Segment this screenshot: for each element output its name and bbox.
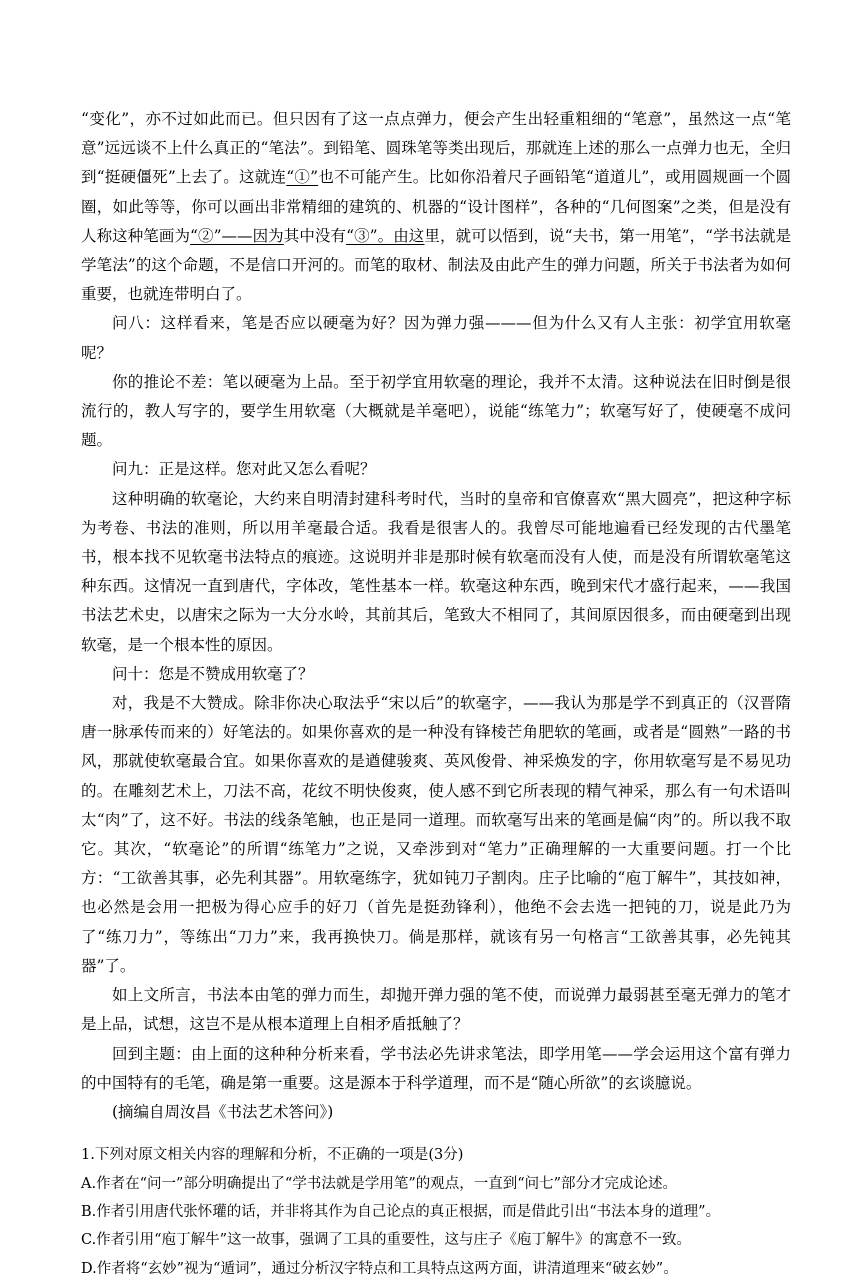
option-a: A.作者在“问一”部分明确提出了“学书法就是学用笔”的观点，一直到“问七”部分才完成论述。	[81, 1175, 678, 1192]
article-body	[81, 105, 791, 1127]
answer-8: 你的推论不差：笔以硬毫为上品。至于初学宜用软毫的理论，我并不太清。这种说法在旧时倒是很流行的，教人写字的，要学生用软毫（大概就是羊毫吧），说能“练笔力”；软毫写好了，使硬毫不成问题。	[81, 372, 791, 450]
blank-3: “③”。由这	[346, 226, 425, 245]
text-segment: 其中没有	[283, 226, 347, 245]
question-9: 问九：正是这样。您对此又怎么看呢？	[112, 460, 376, 479]
option-b: B.作者引用唐代张怀瓘的话，并非将其作为自己论点的真正根据，而是借此引出“书法本身的道理”。	[81, 1203, 721, 1220]
document-page	[81, 105, 791, 1283]
paragraph-conclusion-2: 回到主题：由上面的这种种分析来看，学书法必先讲求笔法，即学用笔——学会运用这个富有弹力的中国特有的毛笔，确是第一重要。这是源本于科学道理，而不是“随心所欲”的玄谈臆说。	[81, 1044, 791, 1092]
option-c: C.作者引用“庖丁解牛”这一故事，强调了工具的重要性，这与庄子《庖丁解牛》的寓意不一致。	[81, 1232, 692, 1249]
blank-1: “①”	[286, 168, 319, 187]
question-1-stem: 1.下列对原文相关内容的理解和分析，不正确的一项是(3分)	[81, 1147, 464, 1164]
text-segment: 也不可能产生。比如你沿着尺子画铅笔“道道儿”，或用圆规画一个圆圈，如此等等，你可以画出非常精细的建筑的、机器的“设计图样”，各种的“几何图案”之类，但是没有人称这种笔画为	[81, 168, 791, 245]
paragraph-conclusion-1: 如上文所言，书法本由笔的弹力而生，却抛开弹力强的笔不使，而说弹力最弱甚至毫无弹力的笔才是上品，试想，这岂不是从根本道理上自相矛盾抵触了？	[81, 986, 791, 1034]
option-d: D.作者将“玄妙”视为“遁词”，通过分析汉字特点和工具特点这两方面，讲清道理来“破玄妙”。	[81, 1260, 678, 1277]
question-8: 问八：这样看来，笔是否应以硬毫为好？因为弹力强———但为什么又有人主张：初学宜用软毫呢？	[81, 314, 791, 362]
source-citation: (摘编自周汝昌《书法艺术答问》)	[112, 1102, 334, 1121]
question-10: 问十：您是不赞成用软毫了？	[112, 664, 314, 683]
blank-2: “②”——因为	[190, 226, 284, 245]
answer-9: 这种明确的软毫论，大约来自明清封建科考时代，当时的皇帝和官僚喜欢“黑大圆亮”，把这种字标为考卷、书法的准则，所以用羊毫最合适。我看是很害人的。我曾尽可能地遍看已经发现的古代墨笔书，根本找不见软毫书法特点的痕迹。这说明并非是那时候有软毫而没有人使，而是没有所谓软毫笔这种东西。这情况一直到唐代，字体改，笔性基本一样。软毫这种东西，晚到宋代才盛行起来，——我国书法艺术史，以唐宋之际为一大分水岭，其前其后，笔致大不相同了，其间原因很多，而由硬毫到出现软毫，是一个根本性的原因。	[81, 489, 791, 654]
question-section	[81, 1141, 791, 1283]
text-segment: 里，就可以悟到，说“夫书，第一用笔”，“学书法就是学笔法”的这个命题，不是信口开河的。而笔的取材、制法及由此产生的弹力问题，所关于书法者为如何重要，也就连带明白了。	[81, 226, 791, 304]
paragraph-continuation	[81, 105, 791, 309]
text-segment: “变化”，亦不过如此而已。但只因有了这一点点弹力，便会产生出轻重粗细的“笔意”，虽然这一点“笔意”远远谈不上什么真正的“笔法”。到铅笔、圆珠笔等类出现后，那就连上述的那么一点弹力也无，全归到“挺硬僵死”上去了。这就连	[81, 110, 791, 187]
answer-10: 对，我是不大赞成。除非你决心取法乎“宋以后”的软毫字，——我认为那是学不到真正的（汉晋隋唐一脉承传而来的）好笔法的。如果你喜欢的是一种没有锋棱芒角肥软的笔画，或者是“圆熟”一路的书风，那就使软毫最合宜。如果你喜欢的是遒健骏爽、英风俊骨、神采焕发的字，你用软毫写是不易见功的。在雕刻艺术上，刀法不高，花纹不明快俊爽，使人感不到它所表现的精气神采，那么有一句术语叫太“肉”了，这不好。书法的线条笔触，也正是同一道理。而软毫写出来的笔画是偏“肉”的。所以我不取它。其次，“软毫论”的所谓“练笔力”之说，又牵涉到对“笔力”正确理解的一大重要问题。打一个比方：“工欲善其事，必先利其器”。用软毫练字，犹如钝刀子割肉。庄子比喻的“庖丁解牛”，其技如神，也必然是会用一把极为得心应手的好刀（首先是挺劲锋利），他绝不会去选一把钝的刀，说是此乃为了“练刀力”，等练出“刀力”来，我再换快刀。倘是那样，就该有另一句格言“工欲善其事，必先钝其器”了。	[81, 694, 791, 975]
